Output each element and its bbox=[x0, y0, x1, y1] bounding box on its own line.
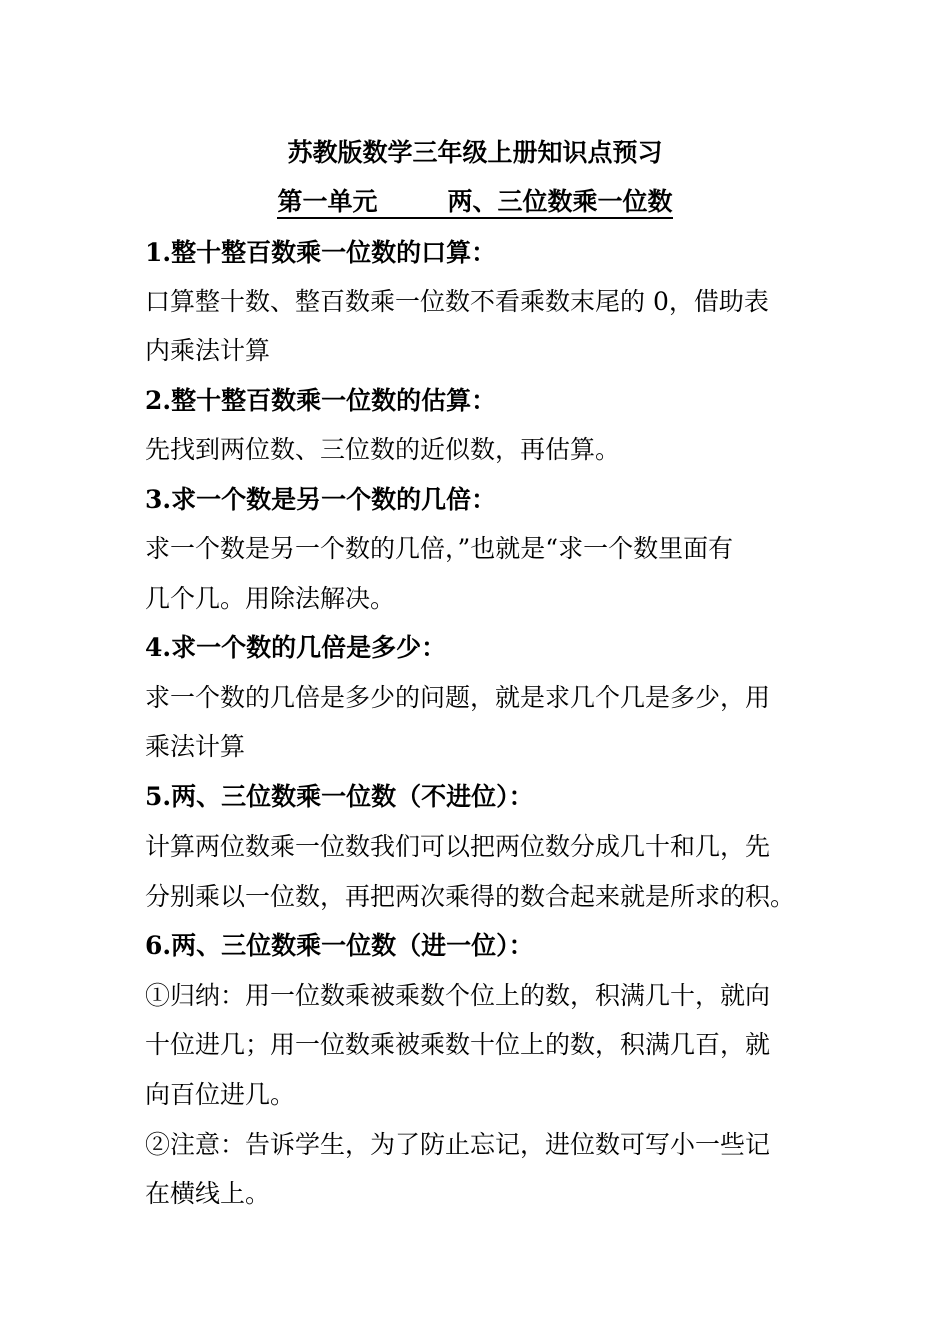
document-title: 苏教版数学三年级上册知识点预习 bbox=[287, 138, 663, 167]
section-1-line-2: 内乘法计算 bbox=[145, 336, 271, 365]
section-6-heading: 6.两、三位数乘一位数（进一位）： bbox=[145, 931, 534, 960]
unit-label: 第一单元 bbox=[277, 187, 378, 216]
section-6-line-5: 在横线上。 bbox=[145, 1179, 271, 1208]
section-3-line-2: 几个几。用除法解决。 bbox=[145, 584, 396, 613]
unit-title: 两、三位数乘一位数 bbox=[447, 187, 673, 216]
section-4-line-1: 求一个数的几倍是多少的问题，就是求几个几是多少，用 bbox=[145, 683, 771, 712]
section-1-heading: 1.整十整百数乘一位数的口算： bbox=[145, 238, 497, 267]
section-6-line-1: ①归纳：用一位数乘被乘数个位上的数，积满几十，就向 bbox=[145, 981, 771, 1010]
section-6-line-3: 向百位进几。 bbox=[145, 1080, 296, 1109]
section-5-line-1: 计算两位数乘一位数我们可以把两位数分成几十和几，先 bbox=[145, 832, 771, 861]
section-3-heading: 3.求一个数是另一个数的几倍： bbox=[145, 485, 497, 514]
section-4-heading: 4.求一个数的几倍是多少： bbox=[145, 633, 447, 662]
section-4-line-2: 乘法计算 bbox=[145, 732, 246, 761]
section-6-line-4: ②注意：告诉学生，为了防止忘记，进位数可写小一些记 bbox=[145, 1130, 771, 1159]
unit-heading bbox=[0, 187, 950, 219]
section-6-line-2: 十位进几；用一位数乘被乘数十位上的数，积满几百，就 bbox=[145, 1030, 771, 1059]
section-3-line-1: 求一个数是另一个数的几倍，”也就是“求一个数里面有 bbox=[145, 534, 734, 563]
section-5-heading: 5.两、三位数乘一位数（不进位）： bbox=[145, 782, 534, 811]
section-2-heading: 2.整十整百数乘一位数的估算： bbox=[145, 386, 497, 415]
section-1-line-1: 口算整十数、整百数乘一位数不看乘数末尾的 0，借助表 bbox=[145, 287, 769, 316]
section-5-line-2: 分别乘以一位数，再把两次乘得的数合起来就是所求的积。 bbox=[145, 882, 796, 911]
unit-heading-underlined bbox=[277, 188, 672, 219]
section-2-line-1: 先找到两位数、三位数的近似数，再估算。 bbox=[145, 435, 621, 464]
